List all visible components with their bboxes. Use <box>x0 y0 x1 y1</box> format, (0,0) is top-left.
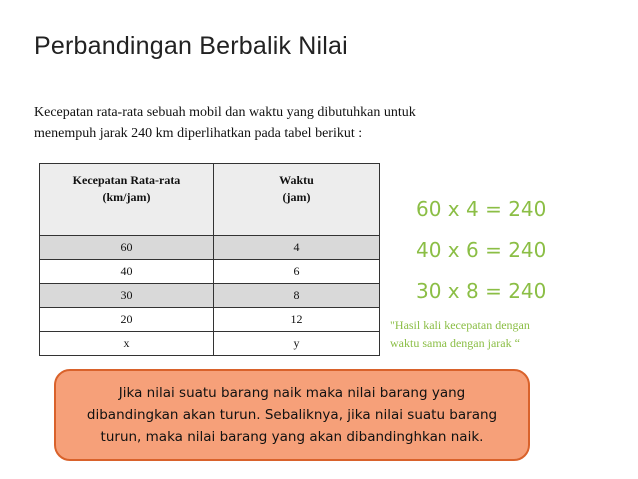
table-cell-speed: 20 <box>40 308 214 332</box>
rule-callout-box <box>54 369 530 461</box>
header-speed <box>40 164 214 236</box>
table-row <box>40 332 380 356</box>
note-line-1: "Hasil kali kecepatan dengan <box>390 318 530 332</box>
calculation-line: 30 x 8 = 240 <box>416 279 547 303</box>
table-cell-speed: 60 <box>40 236 214 260</box>
intro-line-2: menempuh jarak 240 km diperlihatkan pada tabel berikut : <box>34 126 363 141</box>
header-time <box>214 164 380 236</box>
callout-text <box>87 382 497 448</box>
calculation-line: 40 x 6 = 240 <box>416 238 547 262</box>
header-time-label: Waktu <box>279 173 314 187</box>
table-cell-time: 8 <box>214 284 380 308</box>
callout-line-3: turun, maka nilai barang yang akan dibandinghkan naik. <box>100 429 484 445</box>
table-cell-time: y <box>214 332 380 356</box>
table-cell-speed: 40 <box>40 260 214 284</box>
intro-text <box>34 102 594 144</box>
table-cell-speed: x <box>40 332 214 356</box>
intro-line-1: Kecepatan rata-rata sebuah mobil dan waktu yang dibutuhkan untuk <box>34 105 416 120</box>
header-speed-unit: (km/jam) <box>102 190 151 204</box>
slide-title: Perbandingan Berbalik Nilai <box>34 32 348 60</box>
header-speed-label: Kecepatan Rata-rata <box>72 173 181 187</box>
table-header-row <box>40 164 380 236</box>
header-time-unit: (jam) <box>282 190 311 204</box>
table-row <box>40 308 380 332</box>
table-cell-time: 6 <box>214 260 380 284</box>
speed-time-table <box>39 163 380 356</box>
table-row <box>40 236 380 260</box>
conclusion-note <box>390 316 610 352</box>
note-line-2: waktu sama dengan jarak “ <box>390 336 520 350</box>
callout-line-1: Jika nilai suatu barang naik maka nilai barang yang <box>118 385 466 401</box>
table-cell-time: 12 <box>214 308 380 332</box>
calculation-line: 60 x 4 = 240 <box>416 197 547 221</box>
table-row <box>40 260 380 284</box>
table-row <box>40 284 380 308</box>
callout-line-2: dibandingkan akan turun. Sebaliknya, jika nilai suatu barang <box>86 407 498 423</box>
table-cell-time: 4 <box>214 236 380 260</box>
table-cell-speed: 30 <box>40 284 214 308</box>
